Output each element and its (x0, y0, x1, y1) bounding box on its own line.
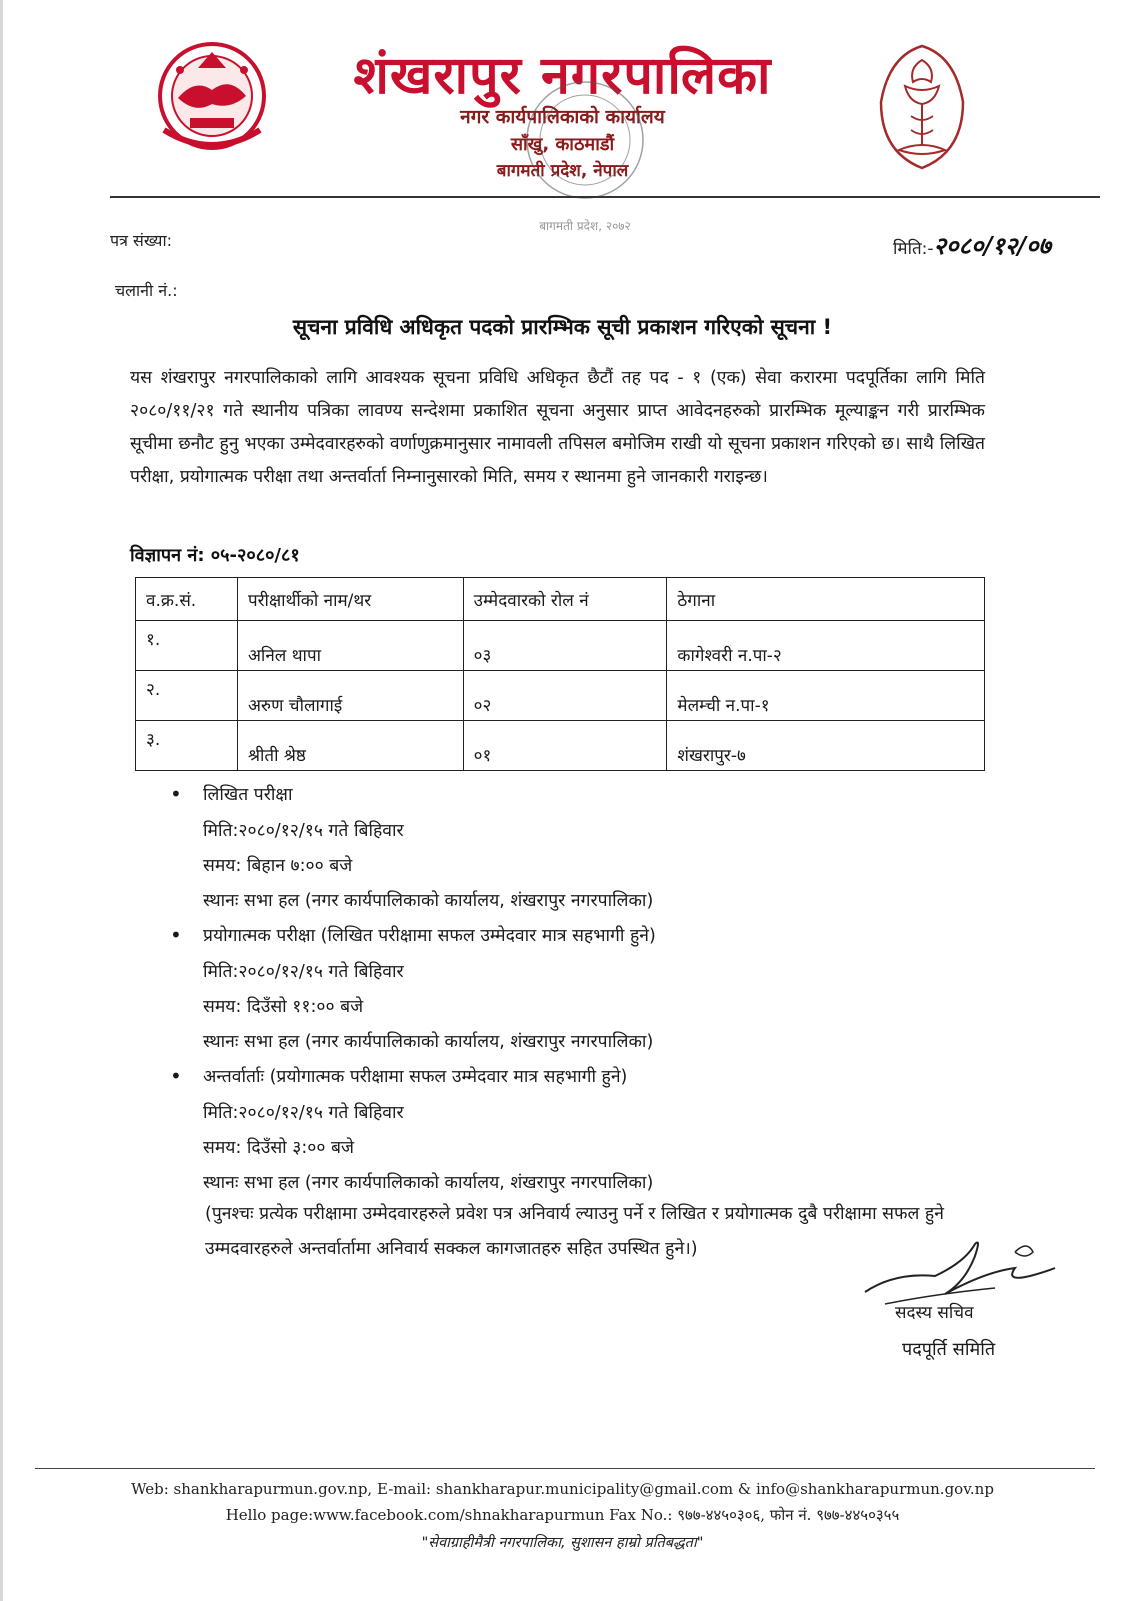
office-province: बागमती प्रदेश, नेपाल (496, 161, 629, 181)
cell-address: मेलम्ची न.पा-१ (667, 671, 985, 721)
cell-name: श्रीती श्रेष्ठ (237, 721, 463, 771)
footer-slogan: "सेवाग्राहीमैत्री नगरपालिका, सुशासन हाम्रो प्रतिबद्धता" (421, 1535, 704, 1551)
table-row (136, 721, 985, 771)
schedule-date: मिति:२०८०/१२/१५ गते बिहिवार (203, 1103, 404, 1123)
cell-address: कागेश्वरी न.पा-२ (667, 621, 985, 671)
date-value: २०८०/१२/०७ (933, 231, 1051, 260)
page-edge (0, 0, 3, 1601)
header-serial: व.क्र.सं. (136, 578, 238, 621)
schedule-time: समय: दिउँसो ३:०० बजे (203, 1138, 354, 1158)
schedule-venue: स्थानः सभा हल (नगर कार्यपालिकाको कार्यालय, शंखरापुर नगरपालिका) (203, 1173, 654, 1193)
schedule-title: लिखित परीक्षा (203, 785, 293, 805)
schedule-venue: स्थानः सभा हल (नगर कार्यपालिकाको कार्यालय, शंखरापुर नगरपालिका) (203, 891, 654, 911)
schedule-title: अन्तर्वार्ताः (प्रयोगात्मक परीक्षामा सफल उम्मेदवार मात्र सहभागी हुने) (203, 1067, 628, 1087)
exam-schedule (170, 780, 1030, 1203)
official-stamp (520, 70, 650, 240)
footer-social-contact: Hello page:www.facebook.com/shnakharapurmun Fax No.: ९७७-४४५०३०६, फोन नं. ९७७-४४५०३५५ (225, 1506, 900, 1524)
schedule-item-interview (170, 1062, 1030, 1203)
table-row (136, 621, 985, 671)
cell-serial: १. (136, 621, 238, 671)
schedule-venue: स्थानः सभा हल (नगर कार्यपालिकाको कार्यालय, शंखरापुर नगरपालिका) (203, 1032, 654, 1052)
cell-roll: ०१ (463, 721, 667, 771)
notice-title: सूचना प्रविधि अधिकृत पदको प्रारम्भिक सूची प्रकाशन गरिएको सूचना ! (292, 315, 833, 339)
advertisement-number: विज्ञापन नं: ०५-२०८०/८१ (130, 545, 300, 566)
bullet-icon: • (170, 1064, 182, 1088)
schedule-item-practical (170, 921, 1030, 1062)
cell-name: अनिल थापा (237, 621, 463, 671)
header-address: ठेगाना (667, 578, 985, 621)
cell-address: शंखरापुर-७ (667, 721, 985, 771)
header-divider (110, 196, 1100, 198)
candidate-table (135, 577, 985, 771)
schedule-date: मिति:२०८०/१२/१५ गते बिहिवार (203, 821, 404, 841)
dispatch-no-label: चलानी नं.: (115, 281, 178, 300)
notice-body: यस शंखरापुर नगरपालिकाको लागि आवश्यक सूचना प्रविधि अधिकृत छैटौं तह पद - १ (एक) सेवा करारमा पदपूर्तिका लागि मिति २०८०/११/२१ गते स्थानीय पत्रिका लावण्य सन्देशमा प्रकाशित सूचना अनुसार प्राप्त आवेदनहरुको प्रारम्भिक मूल्याङ्कन गरी प्रारम्भिक सूचीमा छनौट हुनु भएका उम्मेदवारहरुको वर्णाणुक्रमानुसार नामावली तपिसल बमोजिम राखी यो सूचना प्रकाशन गरिएको छ। साथै लिखित परीक्षा, प्रयोगात्मक परीक्षा तथा अन्तर्वार्ता निम्नानुसारको मिति, समय र स्थानमा हुने जानकारी गराइन्छ। (130, 368, 985, 487)
schedule-time: समय: बिहान ७:०० बजे (203, 856, 353, 876)
header-roll: उम्मेदवारको रोल नं (463, 578, 667, 621)
bullet-icon: • (170, 782, 182, 806)
table-header-row (136, 578, 985, 621)
footer-divider (35, 1468, 1095, 1469)
bullet-icon: • (170, 923, 182, 947)
stamp-text: बागमती प्रदेश, २०७२ (539, 219, 631, 233)
office-place: साँखु, काठमाडौं (510, 134, 615, 155)
office-name: नगर कार्यपालिकाको कार्यालय (460, 106, 665, 128)
schedule-time: समय: दिउँसो ११:०० बजे (203, 997, 364, 1017)
date-line (893, 229, 1051, 262)
municipality-name: शंखरापुर नगरपालिका (353, 45, 772, 106)
signatory-title: सदस्य सचिव (895, 1303, 974, 1323)
cell-name: अरुण चौलागाई (237, 671, 463, 721)
cell-roll: ०३ (463, 621, 667, 671)
date-label: मिति:- (893, 239, 934, 259)
header-name: परीक्षार्थीको नाम/थर (237, 578, 463, 621)
table-row (136, 671, 985, 721)
cell-serial: २. (136, 671, 238, 721)
signatory-committee: पदपूर्ति समिति (902, 1339, 996, 1360)
letter-no-label: पत्र संख्या: (110, 231, 172, 250)
cell-roll: ०२ (463, 671, 667, 721)
schedule-date: मिति:२०८०/१२/१५ गते बिहिवार (203, 962, 404, 982)
cell-serial: ३. (136, 721, 238, 771)
schedule-title: प्रयोगात्मक परीक्षा (लिखित परीक्षामा सफल उम्मेदवार मात्र सहभागी हुने) (203, 926, 656, 946)
postscript-note: (पुनश्चः प्रत्येक परीक्षामा उम्मेदवारहरुले प्रवेश पत्र अनिवार्य ल्याउनु पर्ने र लिखित र प्रयोगात्मक दुबै परीक्षामा सफल हुने उम्मदवारहरुले अन्तर्वार्तामा अनिवार्य सक्कल कागजातहरु सहित उपस्थित हुने।) (205, 1204, 944, 1259)
schedule-item-written (170, 780, 1030, 921)
footer-web-email: Web: shankharapurmun.gov.np, E-mail: shankharapur.municipality@gmail.com & info@shankharapurmun.gov.np (131, 1480, 994, 1498)
